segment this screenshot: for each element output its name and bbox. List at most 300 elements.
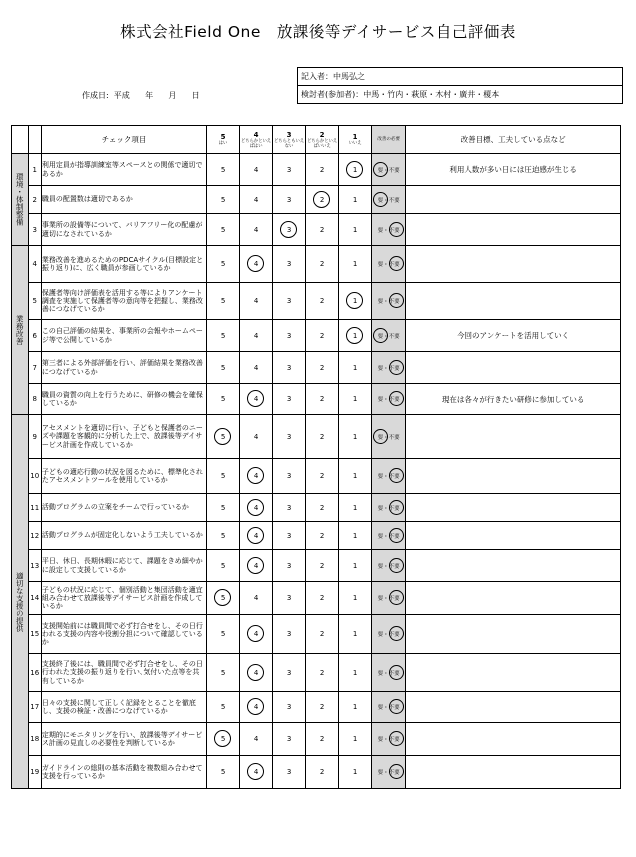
score-cell-5[interactable] <box>207 246 240 283</box>
table-header <box>12 126 621 154</box>
score-value: 2 <box>319 561 325 570</box>
score-cell-4[interactable] <box>240 582 273 615</box>
score-cell-5[interactable] <box>207 186 240 214</box>
score-cell-1[interactable] <box>339 246 372 283</box>
table-row <box>12 352 621 384</box>
goal-note[interactable] <box>406 186 621 214</box>
score-value: 4 <box>253 260 259 268</box>
check-item: 子どもの適応行動の状況を図るために、標準化されたアセスメントツールを使用しているか <box>41 459 206 494</box>
goal-note[interactable] <box>406 582 621 615</box>
score-value: 1 <box>352 630 358 638</box>
row-number: 6 <box>28 320 41 352</box>
score-cell-2[interactable] <box>306 550 339 582</box>
goal-note[interactable] <box>406 654 621 692</box>
score-value: 3 <box>286 260 292 268</box>
score-cell-2[interactable] <box>306 459 339 494</box>
score-cell-3[interactable] <box>273 154 306 186</box>
need-label: 要・不要 <box>377 737 400 743</box>
score-cell-3[interactable] <box>273 384 306 415</box>
score-cell-1[interactable] <box>339 352 372 384</box>
row-number: 10 <box>28 459 41 494</box>
evaluation-table <box>11 125 621 789</box>
header-blank <box>28 126 41 154</box>
score-cell-5[interactable] <box>207 494 240 522</box>
score-cell-5[interactable] <box>207 214 240 246</box>
need-cell[interactable] <box>372 522 406 550</box>
score-cell-1[interactable] <box>339 756 372 789</box>
score-value: 4 <box>253 768 259 776</box>
score-cell-1[interactable] <box>339 283 372 320</box>
score-value: 4 <box>253 472 259 480</box>
need-circle <box>389 665 404 680</box>
score-cell-2[interactable] <box>306 283 339 320</box>
goal-note[interactable] <box>406 615 621 654</box>
score-cell-3[interactable] <box>273 283 306 320</box>
score-cell-3[interactable] <box>273 615 306 654</box>
score-cell-5[interactable] <box>207 352 240 384</box>
score-cell-3[interactable] <box>273 320 306 352</box>
table-row <box>12 214 621 246</box>
score-value: 4 <box>253 395 259 403</box>
check-item: ガイドラインの総則の基本活動を複数組み合わせて支援を行っているか <box>41 756 206 789</box>
score-cell-4[interactable] <box>240 283 273 320</box>
check-item: 業務改善を進めるためのPDCAサイクル(目標設定と振り返り)に、広く職員が参画しているか <box>41 246 206 283</box>
need-cell[interactable] <box>372 692 406 723</box>
score-value: 5 <box>220 703 226 711</box>
row-number: 17 <box>28 692 41 723</box>
score-value: 2 <box>319 395 325 403</box>
need-label: 要・不要 <box>377 770 400 776</box>
need-label: 要・不要 <box>377 632 400 638</box>
score-value: 2 <box>319 472 325 480</box>
score-value: 4 <box>253 594 259 602</box>
need-cell[interactable] <box>372 352 406 384</box>
score-cell-5[interactable] <box>207 283 240 320</box>
score-value: 5 <box>220 735 226 743</box>
score-cell-2[interactable] <box>306 186 339 214</box>
author-field: 記入者：中馬弘之 <box>301 72 365 81</box>
need-circle <box>389 528 404 543</box>
score-value: 1 <box>352 503 358 512</box>
goal-note[interactable] <box>406 756 621 789</box>
need-circle <box>373 429 388 444</box>
score-value: 1 <box>352 561 358 570</box>
score-value: 5 <box>220 503 226 512</box>
score-cell-3[interactable] <box>273 459 306 494</box>
score-cell-2[interactable] <box>306 522 339 550</box>
header-score-4: 4 どちらかといえばはい <box>240 126 273 154</box>
score-cell-1[interactable] <box>339 459 372 494</box>
table-row <box>12 723 621 756</box>
need-label: 要・不要 <box>377 262 400 268</box>
score-value: 1 <box>352 594 358 602</box>
score-cell-4[interactable] <box>240 352 273 384</box>
score-value: 1 <box>352 768 358 776</box>
score-cell-1[interactable] <box>339 494 372 522</box>
score-cell-2[interactable] <box>306 654 339 692</box>
score-value: 2 <box>319 703 325 711</box>
table-row <box>12 692 621 723</box>
score-value: 5 <box>220 225 226 234</box>
score-cell-5[interactable] <box>207 692 240 723</box>
score-value: 5 <box>220 472 226 480</box>
score-cell-3[interactable] <box>273 756 306 789</box>
score-value: 2 <box>319 297 325 305</box>
need-label: 要・不要 <box>377 705 400 711</box>
score-cell-2[interactable] <box>306 214 339 246</box>
goal-note[interactable] <box>406 692 621 723</box>
goal-note[interactable] <box>406 246 621 283</box>
table-row <box>12 459 621 494</box>
score-cell-2[interactable] <box>306 494 339 522</box>
author-box <box>297 67 623 104</box>
goal-note[interactable] <box>406 723 621 756</box>
table-row <box>12 283 621 320</box>
score-cell-5[interactable] <box>207 459 240 494</box>
score-cell-2[interactable] <box>306 582 339 615</box>
need-circle <box>389 500 404 515</box>
score-value: 4 <box>253 531 259 540</box>
score-value: 3 <box>286 503 292 512</box>
score-cell-1[interactable] <box>339 186 372 214</box>
need-circle <box>389 626 404 641</box>
score-cell-2[interactable] <box>306 384 339 415</box>
need-cell[interactable] <box>372 415 406 459</box>
created-day: 日 <box>191 91 200 100</box>
check-item: 職員の資質の向上を行うために、研修の機会を確保しているか <box>41 384 206 415</box>
check-item: 利用定員が指導訓練室等スペースとの関係で適切であるか <box>41 154 206 186</box>
score-value: 3 <box>286 472 292 480</box>
score-value: 5 <box>220 432 226 441</box>
goal-note[interactable]: 今回のアンケートを活用していく <box>406 320 621 352</box>
section-label: 環境・体制整備 <box>12 154 29 246</box>
score-value: 4 <box>253 630 259 638</box>
need-cell[interactable] <box>372 615 406 654</box>
check-item: 活動プログラムが固定化しないよう工夫しているか <box>41 522 206 550</box>
need-cell[interactable] <box>372 320 406 352</box>
table-row <box>12 582 621 615</box>
score-cell-3[interactable] <box>273 723 306 756</box>
score-cell-2[interactable] <box>306 415 339 459</box>
score-value: 1 <box>352 363 358 372</box>
score-value: 4 <box>253 195 259 204</box>
created-era: 平成 <box>113 91 130 100</box>
score-cell-5[interactable] <box>207 582 240 615</box>
goal-note[interactable] <box>406 522 621 550</box>
need-cell[interactable] <box>372 723 406 756</box>
score-cell-4[interactable] <box>240 214 273 246</box>
goal-note[interactable] <box>406 550 621 582</box>
score-cell-2[interactable] <box>306 352 339 384</box>
need-circle <box>389 699 404 714</box>
row-number: 12 <box>28 522 41 550</box>
score-value: 1 <box>352 225 358 234</box>
score-cell-5[interactable] <box>207 615 240 654</box>
table-row <box>12 615 621 654</box>
score-value: 4 <box>253 561 259 570</box>
header-score-2: 2 どちらかといえばいいえ <box>306 126 339 154</box>
score-cell-5[interactable] <box>207 415 240 459</box>
score-value: 3 <box>286 297 292 305</box>
goal-note[interactable] <box>406 415 621 459</box>
score-cell-2[interactable] <box>306 154 339 186</box>
row-number: 9 <box>28 415 41 459</box>
score-cell-4[interactable] <box>240 320 273 352</box>
score-value: 5 <box>220 768 226 776</box>
need-circle <box>373 328 388 343</box>
check-item: 職員の配置数は適切であるか <box>41 186 206 214</box>
need-label: 要・不要 <box>377 474 400 480</box>
score-cell-1[interactable] <box>339 654 372 692</box>
score-value: 5 <box>220 363 226 372</box>
score-value: 2 <box>319 225 325 234</box>
score-cell-3[interactable] <box>273 214 306 246</box>
score-value: 3 <box>286 432 292 441</box>
score-value: 1 <box>352 668 358 677</box>
score-value: 1 <box>352 331 358 340</box>
score-value: 4 <box>253 225 259 234</box>
score-cell-1[interactable] <box>339 522 372 550</box>
score-cell-2[interactable] <box>306 756 339 789</box>
score-value: 3 <box>286 395 292 403</box>
row-number: 15 <box>28 615 41 654</box>
score-cell-2[interactable] <box>306 723 339 756</box>
row-number: 18 <box>28 723 41 756</box>
created-year: 年 <box>145 91 154 100</box>
check-item: 支援開始前には職員間で必ず打合せをし、その日行われる支援の内容や役割分担について確認しているか <box>41 615 206 654</box>
score-cell-3[interactable] <box>273 692 306 723</box>
score-value: 3 <box>286 165 292 174</box>
score-value: 2 <box>319 735 325 743</box>
score-value: 5 <box>220 668 226 677</box>
row-number: 16 <box>28 654 41 692</box>
score-cell-3[interactable] <box>273 246 306 283</box>
reviewers-field: 検討者(参加者)：中馬・竹内・萩原・木村・廣井・榎本 <box>298 85 622 103</box>
score-cell-4[interactable] <box>240 246 273 283</box>
score-value: 1 <box>352 165 358 174</box>
check-item: 平日、休日、長期休暇に応じて、課題をきめ細やかに設定して支援しているか <box>41 550 206 582</box>
score-value: 4 <box>253 363 259 372</box>
need-cell[interactable] <box>372 214 406 246</box>
score-value: 1 <box>352 432 358 441</box>
score-cell-5[interactable] <box>207 384 240 415</box>
score-value: 5 <box>220 165 226 174</box>
score-cell-5[interactable] <box>207 320 240 352</box>
score-cell-3[interactable] <box>273 494 306 522</box>
need-label: 要・不要 <box>377 563 400 570</box>
score-cell-1[interactable] <box>339 723 372 756</box>
score-cell-2[interactable] <box>306 246 339 283</box>
score-cell-4[interactable] <box>240 522 273 550</box>
score-cell-1[interactable] <box>339 692 372 723</box>
score-cell-4[interactable] <box>240 692 273 723</box>
score-value: 3 <box>286 363 292 372</box>
need-cell[interactable] <box>372 582 406 615</box>
score-value: 4 <box>253 297 259 305</box>
need-cell[interactable] <box>372 283 406 320</box>
score-cell-1[interactable] <box>339 214 372 246</box>
section-label: 適切な支援の提供 <box>12 415 29 789</box>
row-number: 8 <box>28 384 41 415</box>
header-score-1: 1 いいえ <box>339 126 372 154</box>
need-circle <box>389 558 404 573</box>
check-item: 定期的にモニタリングを行い、放課後等デイサービス計画の見直しの必要性を判断しているか <box>41 723 206 756</box>
need-circle <box>389 293 404 308</box>
score-value: 1 <box>352 703 358 711</box>
score-cell-3[interactable] <box>273 352 306 384</box>
need-label: 要・不要 <box>377 505 400 512</box>
score-value: 2 <box>319 503 325 512</box>
score-value: 5 <box>220 395 226 403</box>
goal-note[interactable] <box>406 283 621 320</box>
need-cell[interactable] <box>372 494 406 522</box>
score-cell-2[interactable] <box>306 615 339 654</box>
score-value: 3 <box>286 768 292 776</box>
score-cell-1[interactable] <box>339 320 372 352</box>
need-cell[interactable] <box>372 186 406 214</box>
score-value: 5 <box>220 297 226 305</box>
score-cell-4[interactable] <box>240 459 273 494</box>
table-row <box>12 756 621 789</box>
row-number: 2 <box>28 186 41 214</box>
score-value: 2 <box>319 165 325 174</box>
score-cell-4[interactable] <box>240 654 273 692</box>
row-number: 5 <box>28 283 41 320</box>
check-item: 日々の支援に関して正しく記録をとることを徹底し、支援の検証・改善につなげているか <box>41 692 206 723</box>
header-check: チェック項目 <box>41 126 206 154</box>
check-item: 活動プログラムの立案をチームで行っているか <box>41 494 206 522</box>
table-row <box>12 522 621 550</box>
score-cell-4[interactable] <box>240 615 273 654</box>
table-row <box>12 320 621 352</box>
table-row <box>12 494 621 522</box>
created-date <box>82 90 200 101</box>
need-circle <box>389 590 404 605</box>
score-value: 4 <box>253 331 259 340</box>
created-label: 作成日: <box>82 91 109 100</box>
score-value: 3 <box>286 195 292 204</box>
need-cell[interactable] <box>372 654 406 692</box>
need-cell[interactable] <box>372 154 406 186</box>
row-number: 19 <box>28 756 41 789</box>
need-cell[interactable] <box>372 246 406 283</box>
score-cell-4[interactable] <box>240 415 273 459</box>
need-cell[interactable] <box>372 756 406 789</box>
score-value: 1 <box>352 260 358 268</box>
row-number: 3 <box>28 214 41 246</box>
score-cell-4[interactable] <box>240 723 273 756</box>
score-value: 2 <box>319 531 325 540</box>
score-cell-4[interactable] <box>240 384 273 415</box>
score-value: 5 <box>220 531 226 540</box>
score-cell-4[interactable] <box>240 756 273 789</box>
score-cell-5[interactable] <box>207 723 240 756</box>
score-cell-3[interactable] <box>273 550 306 582</box>
need-label: 要・不要 <box>377 596 400 602</box>
score-cell-2[interactable] <box>306 320 339 352</box>
score-cell-5[interactable] <box>207 756 240 789</box>
score-value: 1 <box>352 297 358 305</box>
score-value: 3 <box>286 668 292 677</box>
score-value: 2 <box>319 630 325 638</box>
need-circle <box>373 192 388 207</box>
score-value: 3 <box>286 594 292 602</box>
header-score-5: 5 はい <box>207 126 240 154</box>
score-cell-1[interactable] <box>339 615 372 654</box>
score-value: 2 <box>319 668 325 677</box>
score-cell-2[interactable] <box>306 692 339 723</box>
goal-note[interactable] <box>406 352 621 384</box>
goal-note[interactable] <box>406 494 621 522</box>
row-number: 4 <box>28 246 41 283</box>
goal-note[interactable]: 利用人数が多い日には圧迫感が生じる <box>406 154 621 186</box>
score-value: 4 <box>253 735 259 743</box>
score-value: 2 <box>319 260 325 268</box>
score-cell-5[interactable] <box>207 522 240 550</box>
check-item: 第三者による外部評価を行い、評価結果を業務改善につなげているか <box>41 352 206 384</box>
goal-note[interactable] <box>406 459 621 494</box>
score-cell-3[interactable] <box>273 186 306 214</box>
score-cell-3[interactable] <box>273 415 306 459</box>
score-cell-1[interactable] <box>339 154 372 186</box>
need-circle <box>389 391 404 406</box>
score-cell-3[interactable] <box>273 522 306 550</box>
score-cell-3[interactable] <box>273 582 306 615</box>
score-cell-4[interactable] <box>240 494 273 522</box>
need-circle <box>389 222 404 237</box>
goal-note[interactable]: 現在は各々が行きたい研修に参加している <box>406 384 621 415</box>
score-cell-5[interactable] <box>207 550 240 582</box>
score-cell-4[interactable] <box>240 186 273 214</box>
check-item: 事業所の設備等について、バリアフリー化の配慮が適切になされているか <box>41 214 206 246</box>
score-cell-1[interactable] <box>339 384 372 415</box>
need-circle <box>373 162 388 177</box>
header-need: 改善の必要 <box>372 126 406 154</box>
score-value: 3 <box>286 225 292 234</box>
score-cell-1[interactable] <box>339 582 372 615</box>
score-value: 1 <box>352 531 358 540</box>
need-label: 要・不要 <box>377 333 400 340</box>
score-value: 2 <box>319 768 325 776</box>
row-number: 11 <box>28 494 41 522</box>
header-goal: 改善目標、工夫している点など <box>406 126 621 154</box>
score-value: 4 <box>253 165 259 174</box>
score-value: 5 <box>220 561 226 570</box>
table-row <box>12 186 621 214</box>
check-item: 保護者等向け評価表を活用する等によりアンケート調査を実施して保護者等の意向等を把握し、業務改善につなげているか <box>41 283 206 320</box>
score-value: 3 <box>286 703 292 711</box>
score-cell-3[interactable] <box>273 654 306 692</box>
score-cell-1[interactable] <box>339 415 372 459</box>
score-cell-5[interactable] <box>207 654 240 692</box>
score-value: 3 <box>286 561 292 570</box>
score-value: 1 <box>352 735 358 743</box>
need-cell[interactable] <box>372 384 406 415</box>
need-circle <box>389 256 404 271</box>
created-month: 月 <box>168 91 177 100</box>
need-cell[interactable] <box>372 459 406 494</box>
score-value: 5 <box>220 331 226 340</box>
need-label: 要・不要 <box>377 197 400 204</box>
score-cell-1[interactable] <box>339 550 372 582</box>
goal-note[interactable] <box>406 214 621 246</box>
need-cell[interactable] <box>372 550 406 582</box>
score-cell-5[interactable] <box>207 154 240 186</box>
check-item: この自己評価の結果を、事業所の会報やホームページ等で公開しているか <box>41 320 206 352</box>
score-cell-4[interactable] <box>240 154 273 186</box>
score-cell-4[interactable] <box>240 550 273 582</box>
table-row <box>12 384 621 415</box>
